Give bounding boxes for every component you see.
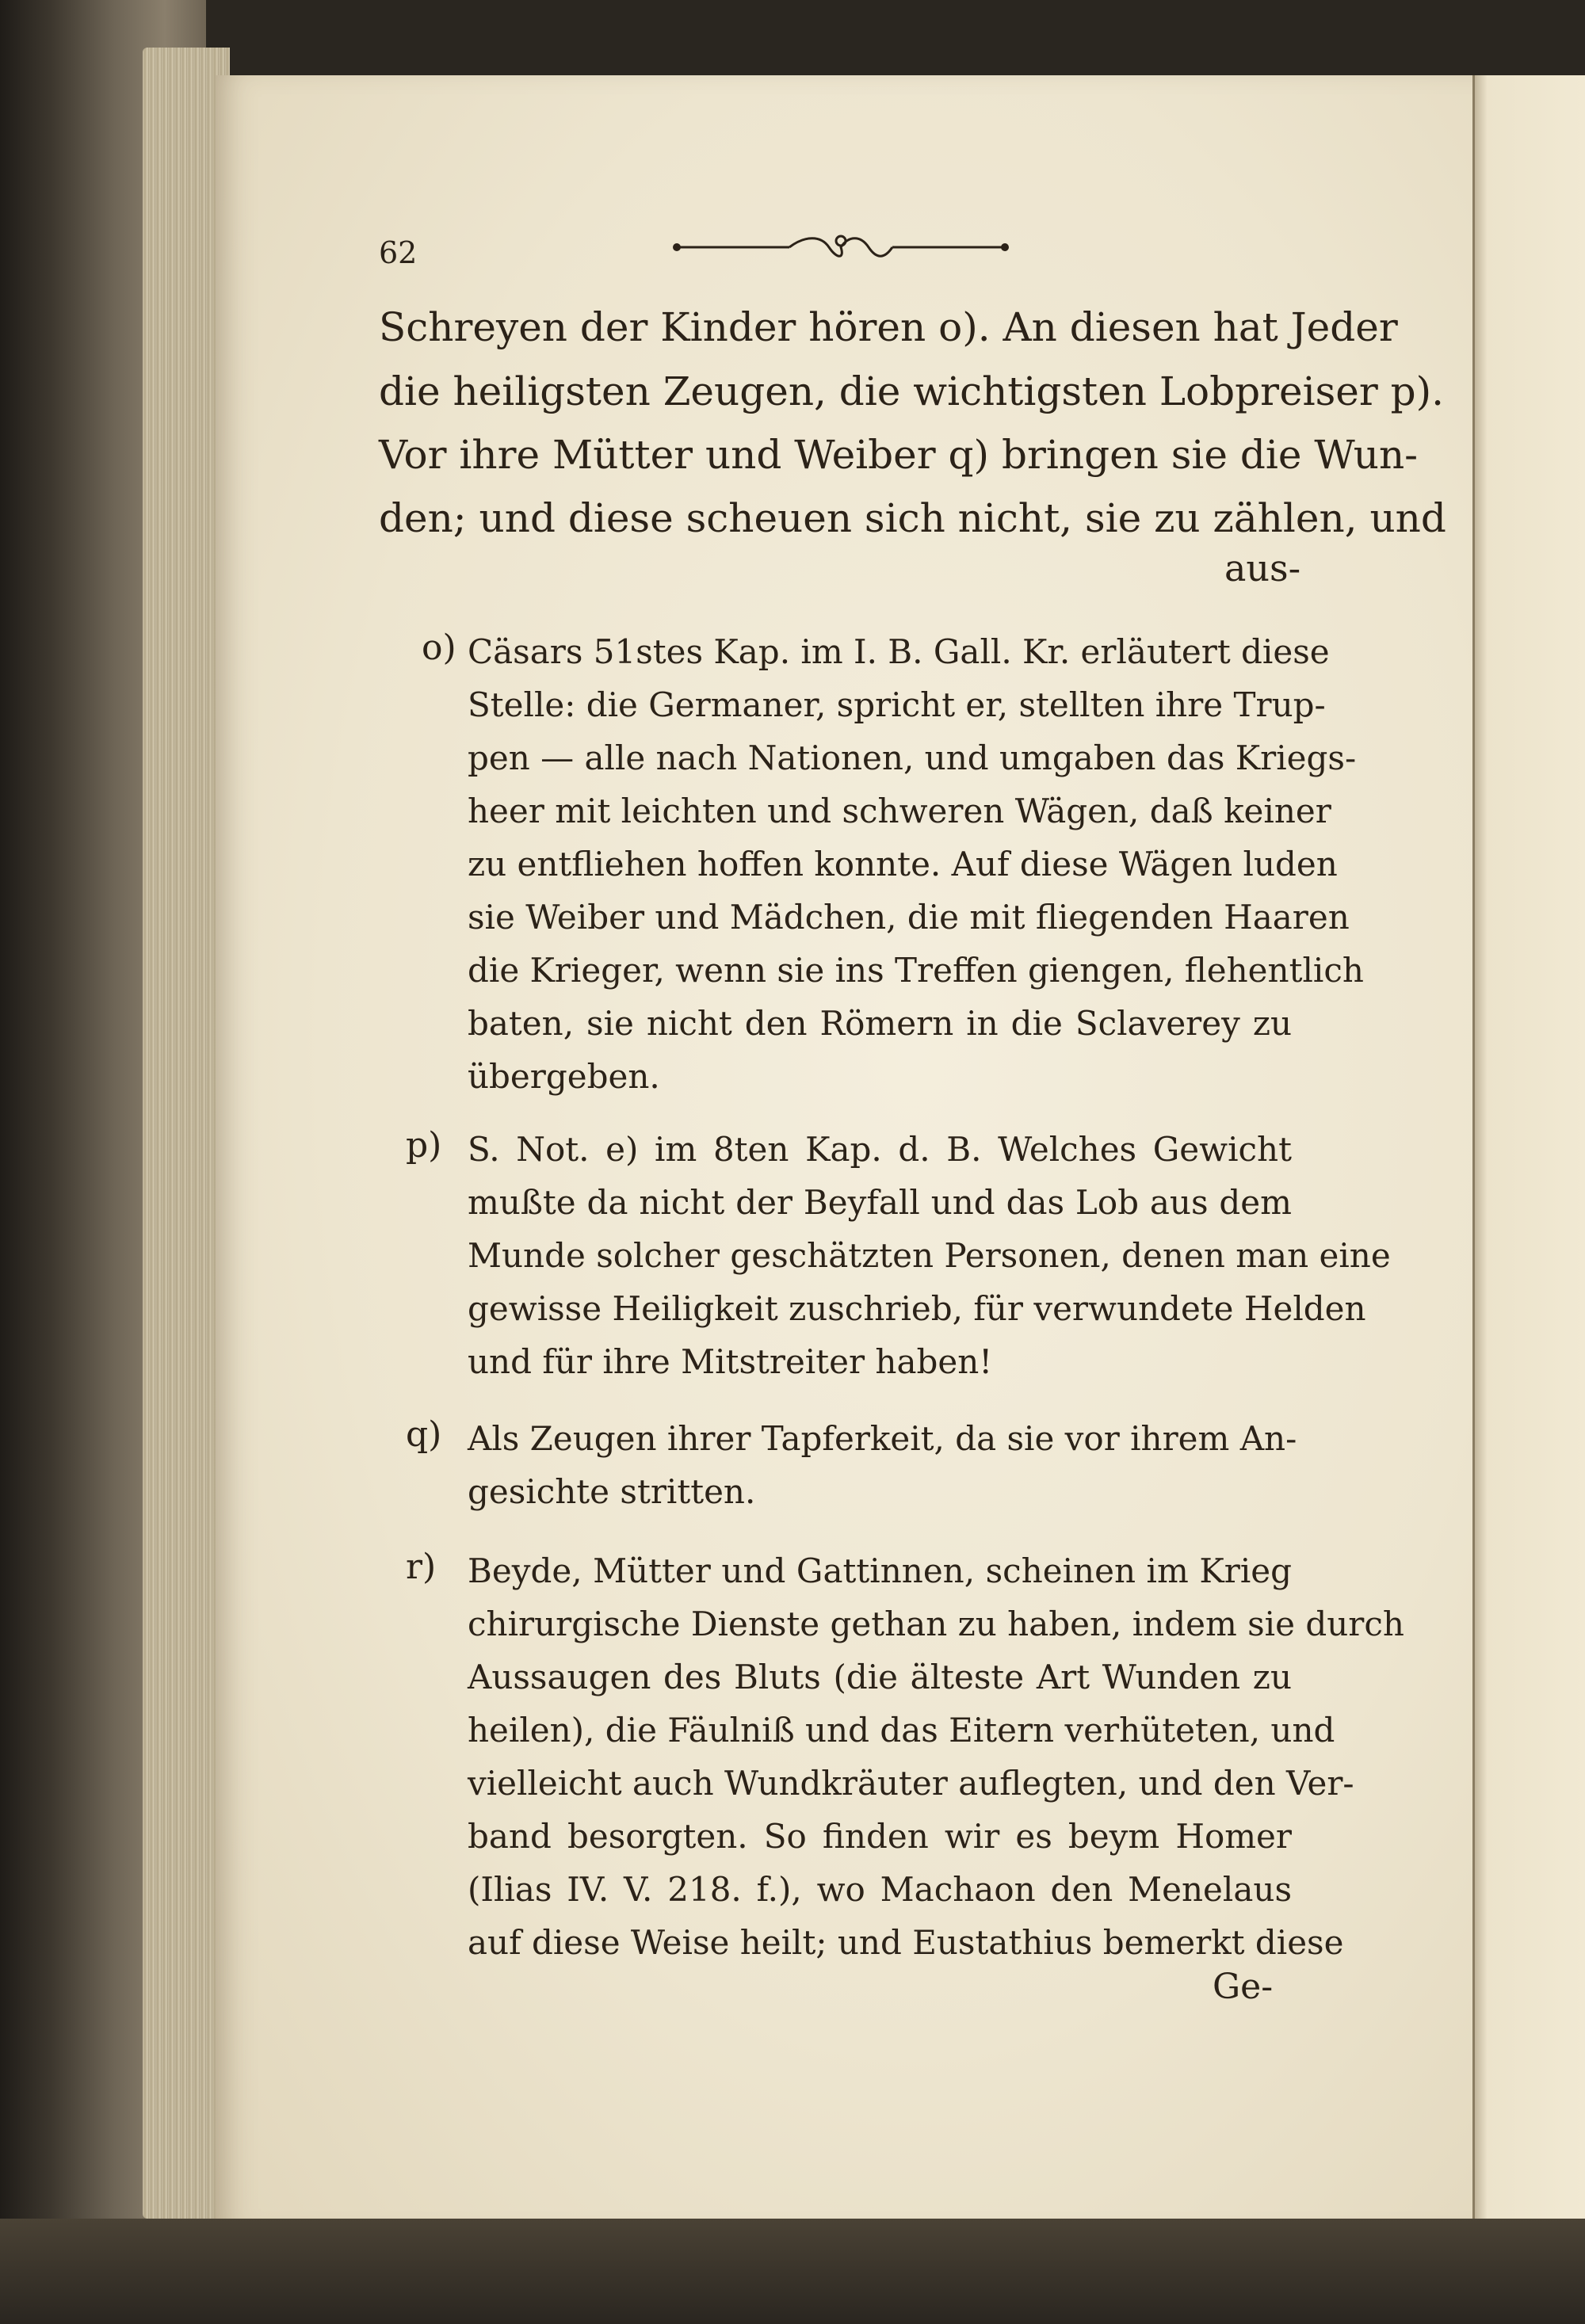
note-line: Cäsars 51stes Kap. im I. B. Gall. Kr. erläutert diese (468, 632, 1330, 671)
facing-page (1474, 75, 1585, 2231)
main-text-line: Schreyen der Kinder hören o). An diesen hat Jeder (379, 304, 1398, 350)
note-line: übergeben. (468, 1057, 660, 1096)
page-number: 62 (379, 235, 418, 270)
note-line: sie Weiber und Mädchen, die mit fliegenden Haaren (468, 898, 1350, 937)
note-label: r) (406, 1547, 437, 1587)
note-line: pen — alle nach Nationen, und umgaben das Kriegs- (468, 738, 1357, 777)
note-line: auf diese Weise heilt; und Eustathius bemerkt diese (468, 1923, 1344, 1962)
note-line: zu entfliehen hoffen konnte. Auf diese Wägen luden (468, 845, 1338, 883)
note-line: Als Zeugen ihrer Tapferkeit, da sie vor ihrem An- (468, 1419, 1297, 1458)
note-line: heilen), die Fäulniß und das Eitern verhüteten, und (468, 1711, 1335, 1750)
note-line: Aussaugen des Bluts (die älteste Art Wunden zu (468, 1658, 1292, 1696)
note-line: baten, sie nicht den Römern in die Sclaverey zu (468, 1004, 1292, 1043)
note-line: band besorgten. So finden wir es beym Homer (468, 1817, 1292, 1856)
note-line: Munde solcher geschätzten Personen, denen man eine (468, 1236, 1391, 1275)
header-ornament-icon (670, 231, 1011, 263)
note-line: S. Not. e) im 8ten Kap. d. B. Welches Gewicht (468, 1130, 1292, 1169)
main-text-line: die heiligsten Zeugen, die wichtigsten Lobpreiser p). (379, 368, 1445, 414)
note-line: Stelle: die Germaner, spricht er, stellten ihre Trup- (468, 685, 1326, 724)
note-line: und für ihre Mitstreiter haben! (468, 1342, 993, 1381)
note-line: die Krieger, wenn sie ins Treffen giengen, flehentlich (468, 951, 1364, 990)
note-line: gesichte stritten. (468, 1472, 756, 1511)
note-label: p) (406, 1125, 442, 1166)
note-line: heer mit leichten und schweren Wägen, daß keiner (468, 792, 1331, 830)
main-text-line: den; und diese scheuen sich nicht, sie zu zählen, und (379, 495, 1446, 541)
note-line: (Ilias IV. V. 218. f.), wo Machaon den Menelaus (468, 1870, 1292, 1909)
note-label: o) (422, 628, 456, 668)
note-line: Beyde, Mütter und Gattinnen, scheinen im Krieg (468, 1551, 1292, 1590)
gutter (1472, 75, 1475, 2231)
catchword: aus- (1224, 547, 1301, 590)
note-line: mußte da nicht der Beyfall und das Lob aus dem (468, 1183, 1292, 1222)
note-line: gewisse Heiligkeit zuschrieb, für verwundete Helden (468, 1289, 1366, 1328)
catchword: Ge- (1213, 1967, 1274, 2007)
main-text-line: Vor ihre Mütter und Weiber q) bringen sie die Wun- (379, 432, 1419, 478)
bottom-shadow (0, 2219, 1585, 2324)
note-label: q) (406, 1414, 442, 1455)
note-line: chirurgische Dienste gethan zu haben, indem sie durch (468, 1605, 1404, 1643)
note-line: vielleicht auch Wundkräuter auflegten, und den Ver- (468, 1764, 1354, 1803)
